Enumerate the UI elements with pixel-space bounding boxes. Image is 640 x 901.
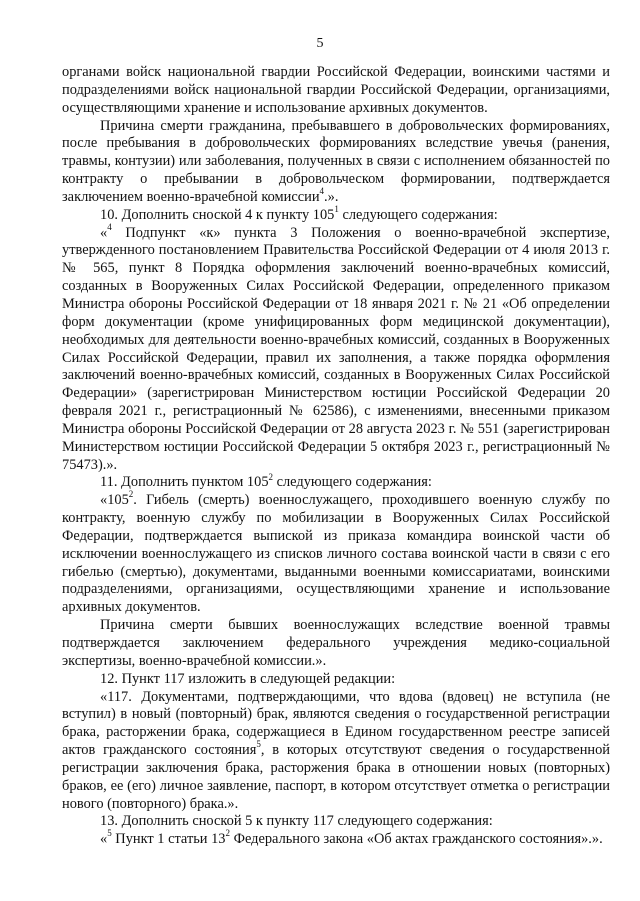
paragraph: «$^4$ Подпункт «к» пункта 3 Положения о военно-врачебной экспертизе, утвержденного постановлением Правительства Российской Федерации от 4 июля 2013 г. № 565, пункт 8 Порядка оформления заключений военно-врачебных комиссий, созданных в Вооруженных Силах Российской Федерации, определенного приказом Министра обороны Российской Федерации от 18 января 2021 г. № 21 «Об определении форм документации (кроме унифицированных форм медицинской документации), необходимых для деятельности военно-врачебных комиссий, созданных в Вооруженных Силах Российской Федерации, правил их заполнения, а также порядка оформления заключений военно-врачебных комиссий, созданных в Вооруженных Силах Российской Федерации» (зарегистрирован Министерством юстиции Российской Федерации 20 февраля 2021 г., регистрационный № 62586), с изменениями, внесенными приказом Министра обороны Российской Федерации от 28 августа 2023 г. № 551 (зарегистрирован Министерством юстиции Российской Федерации 5 октября 2023 г., регистрационный № 75473).». (62, 221, 610, 473)
footnote-mark: 4 (107, 221, 112, 232)
paragraph: «$^5$ Пункт 1 статьи $13^2$ Федерального закона «Об актах гражданского состояния».». (100, 828, 603, 848)
paragraph: «$105^2$. Гибель (смерть) военнослужащего, проходившего военную службу по контракту, военную службу по мобилизации в Вооруженных Силах Российской Федерации, подтверждается выпиской из приказа командира воинской части об исключении военнослужащего из списков личного состава воинской части в связи с его гибелью (смертью), документами, выданными военными комиссариатами, воинскими подразделениями, организациями, осуществляющими хранение и использование архивных документов. (62, 489, 610, 616)
paragraph: 12. Пункт 117 изложить в следующей редакции: (100, 670, 396, 687)
paragraph: органами войск национальной гвардии Российской Федерации, воинскими частями и подразделениями войск национальной гвардии Российской Федерации, организациями, осуществляющими хранение и использование архивных документов. (62, 64, 610, 116)
superscript: 2 (225, 828, 230, 839)
paragraph: 10. Дополнить сноской 4 к пункту $105^1$ следующего содержания: (100, 203, 498, 223)
superscript: 1 (334, 203, 339, 214)
paragraph: Причина смерти бывших военнослужащих вследствие военной травмы подтверждается заключением федерального учреждения медико-социальной экспертизы, военно-врачебной комиссии.». (62, 617, 610, 669)
paragraph: Причина смерти гражданина, пребывавшего в добровольческих формированиях, после пребывания в добровольческих формированиях вследствие увечья (ранения, травмы, контузии) или заболевания, полученных в связи с исполнением обязанностей по контракту о пребывании в добровольческом формировании, подтверждается заключением военно-врачебной комиссии$^4$.». (62, 117, 610, 205)
paragraph: 11. Дополнить пунктом $105^2$ следующего содержания: (100, 471, 432, 491)
document-body (62, 64, 610, 849)
superscript: 2 (268, 471, 274, 482)
footnote-ref: 5 (256, 739, 261, 750)
paragraph: 13. Дополнить сноской 5 к пункту 117 следующего содержания: (100, 813, 493, 830)
footnote-ref: 4 (319, 186, 325, 197)
footnote-mark: 5 (107, 828, 112, 839)
page-number: 5 (316, 36, 324, 51)
superscript: 2 (128, 489, 134, 500)
paragraph: «117. Документами, подтверждающими, что вдова (вдовец) не вступила (не вступил) в новый (повторный) брак, являются сведения о государственной регистрации брака, расторжении брака, содержащиеся в Едином государственном реестре записей актов гражданского состояния$^5$, в которых отсутствуют сведения о государственной регистрации заключения брака, расторжения брака в отношении новых (повторных) браков, ее (его) личное заявление, паспорт, в котором отсутствует отметка о регистрации нового (повторного) брака.». (62, 688, 610, 812)
